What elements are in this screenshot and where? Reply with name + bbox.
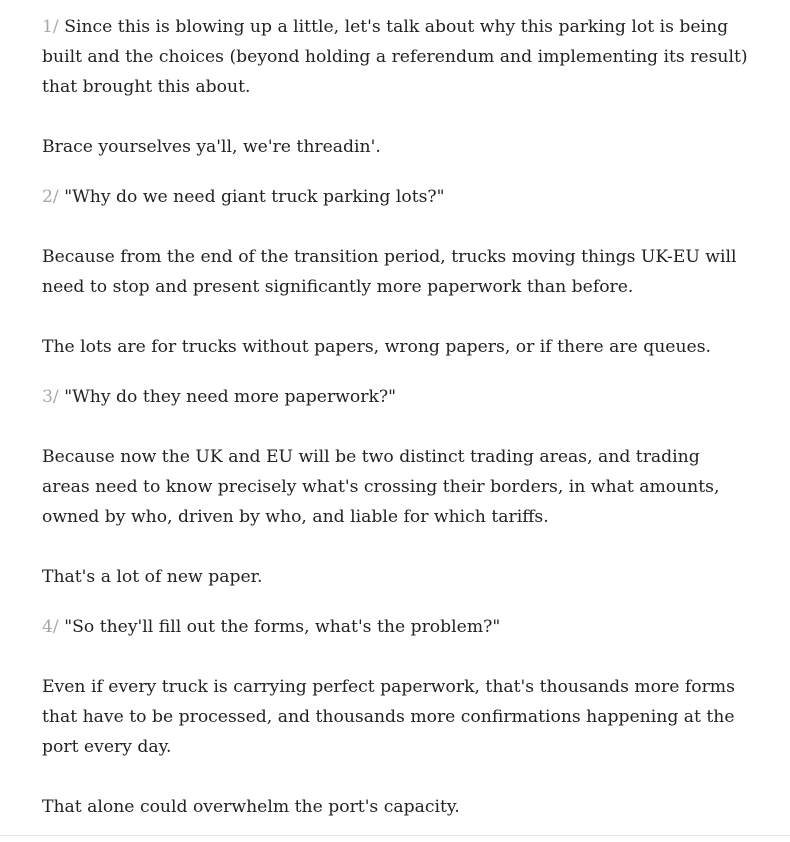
tweet-number: 4/: [42, 617, 59, 637]
tweet-paragraph: [42, 12, 752, 102]
tweet-text: That's a lot of new paper.: [42, 567, 263, 587]
tweet-text: Even if every truck is carrying perfect paperwork, that's thousands more forms that have to be processed, and thousands more confirmations happening at the port every day.: [42, 677, 735, 757]
tweet-paragraph: [42, 672, 752, 762]
tweet-number: 3/: [42, 387, 59, 407]
tweet-paragraph: [42, 442, 752, 532]
tweet-paragraph: [42, 332, 752, 362]
tweet-4: [42, 612, 752, 822]
tweet-1: [42, 12, 752, 162]
tweet-text: Since this is blowing up a little, let's talk about why this parking lot is being built and the choices (beyond holding a referendum and implementing its result) that brought this about.: [42, 17, 748, 97]
tweet-paragraph: [42, 132, 752, 162]
tweet-paragraph: [42, 792, 752, 822]
tweet-paragraph: [42, 612, 752, 642]
tweet-text: Brace yourselves ya'll, we're threadin'.: [42, 137, 381, 157]
tweet-number: 1/: [42, 17, 59, 37]
tweet-text: "So they'll fill out the forms, what's the problem?": [64, 617, 501, 637]
bottom-divider: [0, 835, 790, 836]
tweet-paragraph: [42, 242, 752, 302]
tweet-text: That alone could overwhelm the port's capacity.: [42, 797, 460, 817]
tweet-text: Because now the UK and EU will be two distinct trading areas, and trading areas need to know precisely what's crossing their borders, in what amounts, owned by who, driven by who, and liable for which tariffs.: [42, 447, 720, 527]
thread: [42, 12, 752, 842]
tweet-3: [42, 382, 752, 592]
tweet-paragraph: [42, 182, 752, 212]
tweet-2: [42, 182, 752, 362]
tweet-text: "Why do we need giant truck parking lots?": [64, 187, 445, 207]
tweet-number: 2/: [42, 187, 59, 207]
tweet-paragraph: [42, 382, 752, 412]
tweet-text: The lots are for trucks without papers, wrong papers, or if there are queues.: [42, 337, 711, 357]
tweet-text: "Why do they need more paperwork?": [64, 387, 396, 407]
tweet-paragraph: [42, 562, 752, 592]
tweet-text: Because from the end of the transition period, trucks moving things UK-EU will need to stop and present significantly more paperwork than before.: [42, 247, 737, 297]
